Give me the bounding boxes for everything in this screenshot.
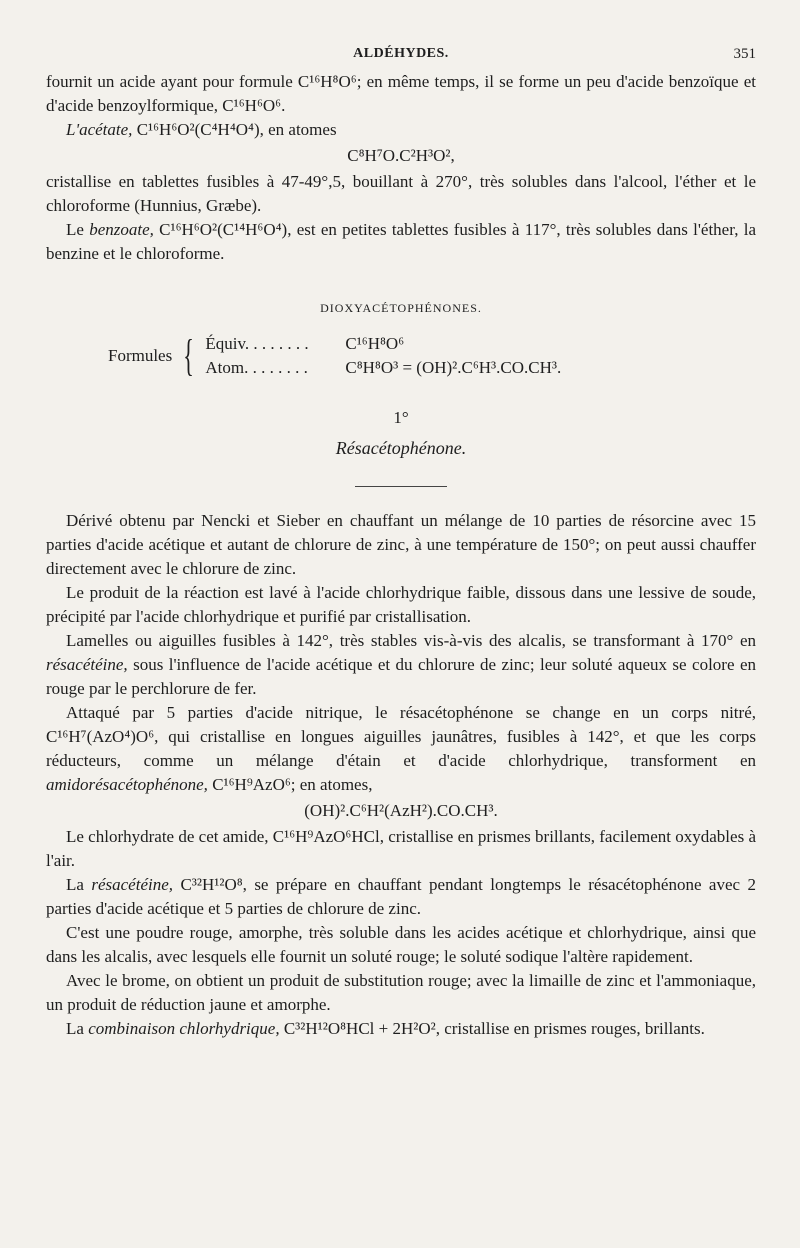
running-title: ALDÉHYDES.	[353, 46, 449, 61]
paragraph-resaceteine	[46, 873, 756, 921]
benzoate-text: C¹⁶H⁶O²(C¹⁴H⁶O⁴), est en petites tablettes fusibles à 117°, très solubles dans l'éther, la benzine et le chloroforme.	[46, 220, 756, 263]
equiv-label: Équiv. . . . . . . .	[205, 334, 309, 353]
resaceteine-pre: La	[66, 875, 92, 894]
combinaison-text: C³²H¹²O⁸HCl + 2H²O², cristallise en prismes rouges, brillants.	[279, 1019, 705, 1038]
divider	[355, 486, 447, 487]
paragraph-derivation: Dérivé obtenu par Nencki et Sieber en chauffant un mélange de 10 parties de résorcine avec 15 parties d'acide acétique et autant de chlorure de zinc, à une température de 150°; on peut aussi chauffer directement avec le chlorure de zinc.	[46, 511, 756, 578]
combinaison-pre: La	[66, 1019, 89, 1038]
term-acetate: L'acétate,	[66, 120, 133, 139]
paragraph-nitric	[46, 701, 756, 797]
formula-amido: (OH)².C⁶H²(AzH²).CO.CH³.	[304, 801, 498, 820]
subsection-number: 1°	[393, 408, 409, 427]
running-header	[46, 46, 756, 66]
atom-label: Atom. . . . . . . .	[205, 358, 308, 377]
formule-atom-row	[205, 356, 561, 380]
page-number: 351	[733, 46, 756, 62]
page-body	[46, 70, 756, 1041]
formules-label: Formules	[108, 346, 173, 365]
paragraph-poudre: C'est une poudre rouge, amorphe, très soluble dans les acides acétique et chlorhydrique, ainsi que dans les alcalis, avec lesquels elle fournit un soluté rouge; le soluté sodique l'altère rapidement.	[46, 923, 756, 966]
resaceteine-text: C³²H¹²O⁸, se prépare en chauffant pendant longtemps le résacétophénone avec 2 parties d'acide acétique et 5 parties de chlorure de zinc.	[46, 875, 756, 918]
paragraph-acetate-props: cristallise en tablettes fusibles à 47-49°,5, bouillant à 270°, très solubles dans l'alcool, l'éther et le chloroforme (Hunnius, Græbe).	[46, 172, 756, 215]
term-combinaison: combinaison chlorhydrique,	[88, 1019, 280, 1038]
term-resaceteine-2: résacétéine,	[91, 875, 174, 894]
atom-value: C⁸H⁸O³ = (OH)².C⁶H³.CO.CH³.	[345, 358, 562, 377]
brace-icon: {	[183, 331, 195, 380]
formules-rows	[205, 332, 561, 380]
term-resaceteine: résacétéine,	[46, 655, 128, 674]
paragraph-benzoate	[46, 218, 756, 266]
lamelles-a: Lamelles ou aiguilles fusibles à 142°, très stables vis-à-vis des alcalis, se transformant à 170° en	[66, 631, 756, 650]
paragraph-combinaison	[46, 1017, 756, 1041]
section-title: DIOXYACÉTOPHÉNONES.	[320, 301, 482, 315]
paragraph-continuation: fournit un acide ayant pour formule C¹⁶H⁸O⁶; en même temps, il se forme un peu d'acide benzoïque et d'acide benzoylformique, C¹⁶H⁶O⁶.	[46, 72, 756, 115]
lamelles-b: sous l'influence de l'acide acétique et du chlorure de zinc; leur soluté aqueux se colore en rouge par le perchlorure de fer.	[46, 655, 756, 698]
equiv-value: C¹⁶H⁸O⁶	[345, 334, 405, 353]
nitric-a: Attaqué par 5 parties d'acide nitrique, le résacétophénone se change en un corps nitré, C¹⁶H⁷(AzO⁴)O⁶, qui cristallise en longues aiguilles jaunâtres, fusibles à 142°, et que les corps réducteurs, comme un mélange d'étain et d'acide chlorhydrique, transforment en	[46, 703, 756, 770]
benzoate-pre: Le	[66, 220, 90, 239]
term-benzoate: benzoate,	[89, 220, 154, 239]
term-amidoresacetophenone: amidorésacétophénone,	[46, 775, 208, 794]
acetate-text: C¹⁶H⁶O²(C⁴H⁴O⁴), en atomes	[132, 120, 337, 139]
subsection-title: Résacétophénone.	[335, 438, 467, 458]
paragraph-purification: Le produit de la réaction est lavé à l'acide chlorhydrique faible, dissous dans une lessive de soude, précipité par l'acide chlorhydrique et purifié par cristallisation.	[46, 583, 756, 626]
paragraph-lamelles	[46, 629, 756, 701]
paragraph-brome: Avec le brome, on obtient un produit de substitution rouge; avec la limaille de zinc et l'ammoniaque, un produit de réduction jaune et amorphe.	[46, 971, 756, 1014]
formules-block	[108, 328, 756, 384]
formula-acetate: C⁸H⁷O.C²H³O²,	[347, 146, 455, 165]
paragraph-acetate	[46, 118, 756, 142]
nitric-b: C¹⁶H⁹AzO⁶; en atomes,	[207, 775, 373, 794]
formule-equiv-row	[205, 332, 561, 356]
paragraph-chlorhydrate: Le chlorhydrate de cet amide, C¹⁶H⁹AzO⁶HCl, cristallise en prismes brillants, facilement oxydables à l'air.	[46, 827, 756, 870]
